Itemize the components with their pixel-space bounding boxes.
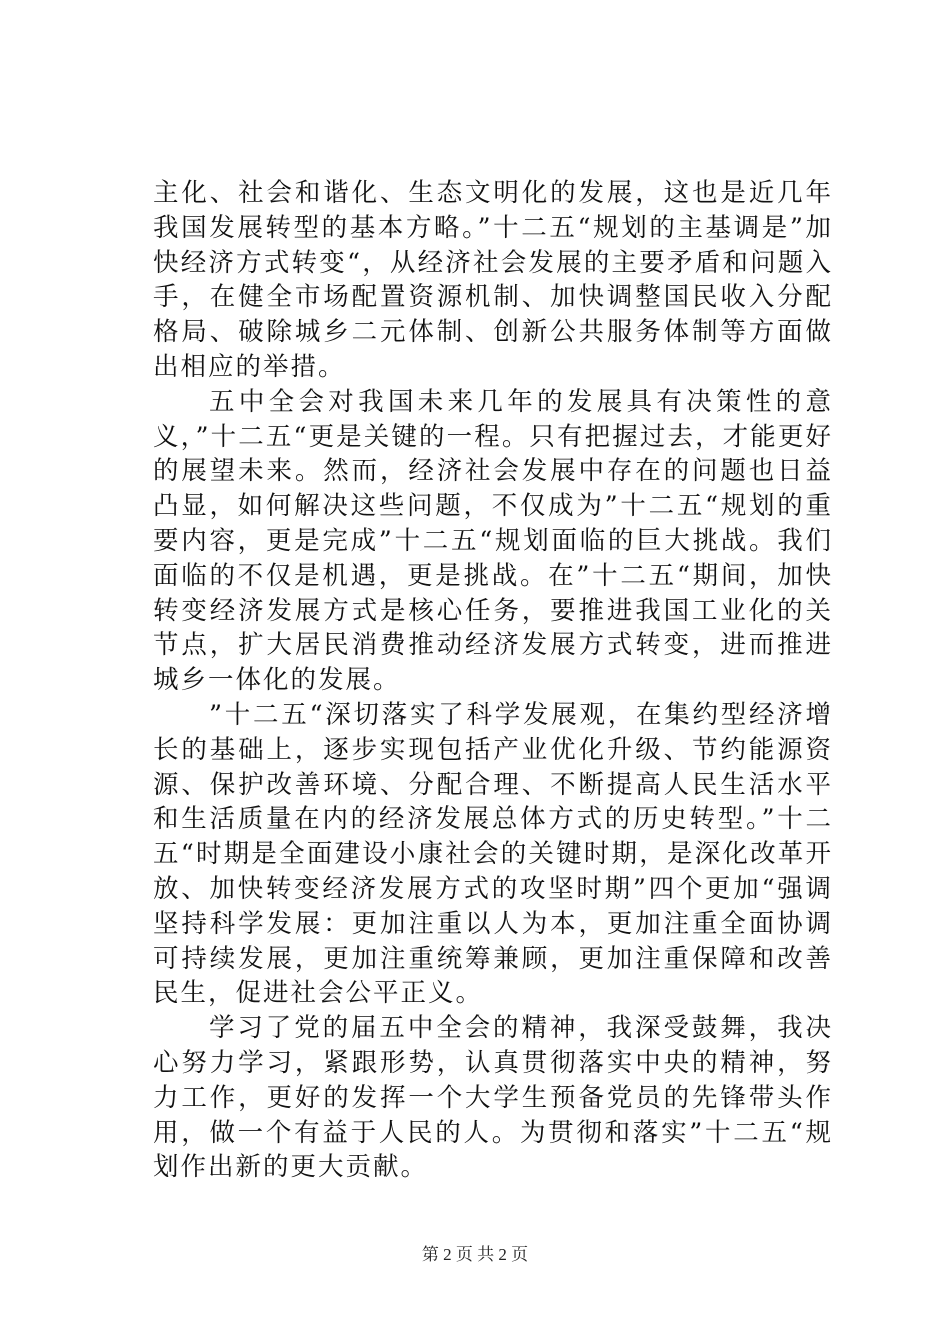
document-body [153, 176, 833, 1185]
page-number-label: 第 2 页 共 2 页 [421, 1245, 529, 1264]
paragraph-3: ”十二五“深切落实了科学发展观，在集约型经济增长的基础上，逐步实现包括产业优化升级、节约能源资源、保护改善环境、分配合理、不断提高人民生活水平和生活质量在内的经济发展总体方式的历史转型。”十二五“时期是全面建设小康社会的关键时期，是深化改革开放、加快转变经济发展方式的攻坚时期”四个更加“强调坚持科学发展：更加注重以人为本，更加注重全面协调可持续发展，更加注重统筹兼顾，更加注重保障和改善民生，促进社会公平正义。 [153, 699, 833, 1009]
paragraph-4: 学习了党的届五中全会的精神，我深受鼓舞，我决心努力学习，紧跟形势，认真贯彻落实中央的精神，努力工作，更好的发挥一个大学生预备党员的先锋带头作用，做一个有益于人民的人。为贯彻和落实”十二五“规划作出新的更大贡献。 [153, 1013, 833, 1183]
paragraph-2: 五中全会对我国未来几年的发展具有决策性的意义，”十二五“更是关键的一程。只有把握过去，才能更好的展望未来。然而，经济社会发展中存在的问题也日益凸显，如何解决这些问题，不仅成为”十二五“规划的重要内容，更是完成”十二五“规划面临的巨大挑战。我们面临的不仅是机遇，更是挑战。在”十二五“期间，加快转变经济发展方式是核心任务，要推进我国工业化的关节点，扩大居民消费推动经济发展方式转变，进而推进城乡一体化的发展。 [153, 386, 833, 696]
page-footer [0, 1244, 950, 1266]
paragraph-1: 主化、社会和谐化、生态文明化的发展，这也是近几年我国发展转型的基本方略。”十二五“规划的主基调是”加快经济方式转变“，从经济社会发展的主要矛盾和问题入手，在健全市场配置资源机制、加快调整国民收入分配格局、破除城乡二元体制、创新公共服务体制等方面做出相应的举措。 [153, 178, 833, 382]
